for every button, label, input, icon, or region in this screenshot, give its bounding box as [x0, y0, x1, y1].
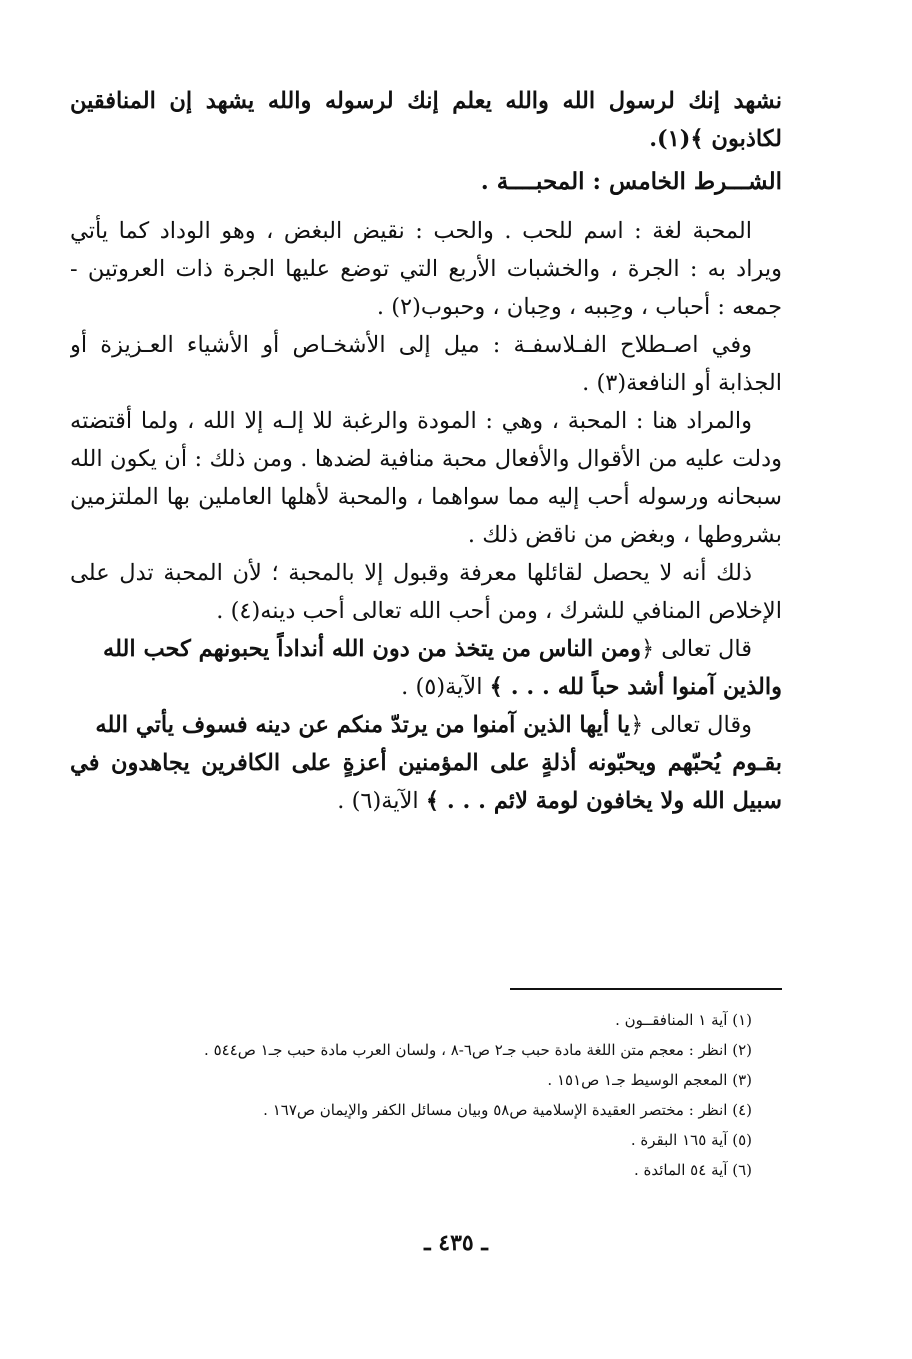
paragraph-line: ذلك أنه لا يحصل لقائلها معرفة وقبول إلا بالمحبة ؛ لأن المحبة تدل على — [70, 560, 752, 586]
footnote: (٤) انظر : مختصر العقيدة الإسلامية ص٥٨ وبيان مسائل الكفر والإيمان ص١٦٧ . — [263, 1101, 752, 1119]
verse-reference: الآية(٦) . — [337, 788, 426, 814]
quran-quote-line — [70, 782, 782, 820]
main-text — [70, 82, 782, 820]
footnotes — [102, 1005, 752, 1185]
footnote-divider — [510, 988, 782, 990]
paragraph-line: والمراد هنا : المحبة ، وهي : المودة والرغبة للا إلـه إلا الله ، ولما أقتضته — [70, 408, 752, 434]
paragraph-line: نشهد إنك لرسول الله والله يعلم إنك لرسوله والله يشهد إن المنافقين — [70, 88, 782, 114]
footnote: (٢) انظر : معجم متن اللغة مادة حبب جـ٢ ص٦-٨ ، ولسان العرب مادة حبب جـ١ ص٥٤٤ . — [204, 1041, 752, 1059]
paragraph-line: بشروطها ، وبغض من ناقض ذلك . — [467, 522, 782, 548]
paragraph-line: ودلت عليه من الأقوال والأفعال محبة منافية لضدها . ومن ذلك : أن يكون الله — [70, 446, 782, 472]
paragraph-line: وفي اصـطلاح الفـلاسفـة : ميل إلى الأشخـاص أو الأشياء العـزيزة أو — [70, 332, 752, 358]
quran-quote-line — [70, 630, 782, 668]
footnote: (٥) آية ١٦٥ البقرة . — [630, 1131, 752, 1149]
quote-intro: قال تعالى ﴿ — [640, 636, 752, 662]
paragraph-line: ويراد به : الجرة ، والخشبات الأربع التي توضع عليها الجرة ذات العروتين - — [70, 256, 782, 282]
paragraph-line: المحبة لغة : اسم للحب . والحب : نقيض البغض ، وهو الوداد كما يأتي — [70, 218, 752, 244]
page-number: ـ ٤٣٥ ـ — [424, 1230, 488, 1256]
quran-verse-text: سبيل الله ولا يخافون لومة لائم . . . ﴾ — [425, 788, 782, 814]
paragraph-line: سبحانه ورسوله أحب إليه مما سواهما ، والمحبة لأهلها العاملين بها الملتزمين — [70, 484, 782, 510]
footnote: (٣) المعجم الوسيط جـ١ ص١٥١ . — [547, 1071, 752, 1089]
paragraph-line: الإخلاص المنافي للشرك ، ومن أحب الله تعالى أحب دينه(٤) . — [216, 598, 782, 624]
paragraph-line: جمعه : أحباب ، وحِببه ، وحِبان ، وحبوب(٢) . — [376, 294, 782, 320]
quote-intro: وقال تعالى ﴿ — [630, 712, 752, 738]
quran-verse-text: يا أيها الذين آمنوا من يرتدّ منكم عن دينه فسوف يأتي الله — [95, 712, 631, 738]
paragraph-line: الجذابة أو النافعة(٣) . — [582, 370, 782, 396]
quran-quote-line: بقـوم يُحبّهم ويحبّونه أذلةٍ على المؤمنين أعزةٍ على الكافرين يجاهدون في — [70, 750, 782, 776]
quran-verse-text: ومن الناس من يتخذ من دون الله أنداداً يحبونهم كحب الله — [103, 636, 641, 662]
footnote: (١) آية ١ المنافقــون . — [615, 1011, 752, 1029]
paragraph-line: لكاذبون ﴾(١). — [649, 126, 782, 152]
footnote: (٦) آية ٥٤ المائدة . — [633, 1161, 752, 1179]
quran-quote-line — [70, 706, 782, 744]
quran-verse-text: والذين آمنوا أشد حباً لله . . . ﴾ — [489, 674, 782, 700]
section-heading: الشـــرط الخامس : المحبــــة . — [480, 168, 782, 195]
verse-reference: الآية(٥) . — [401, 674, 490, 700]
quran-quote-line — [70, 668, 782, 706]
